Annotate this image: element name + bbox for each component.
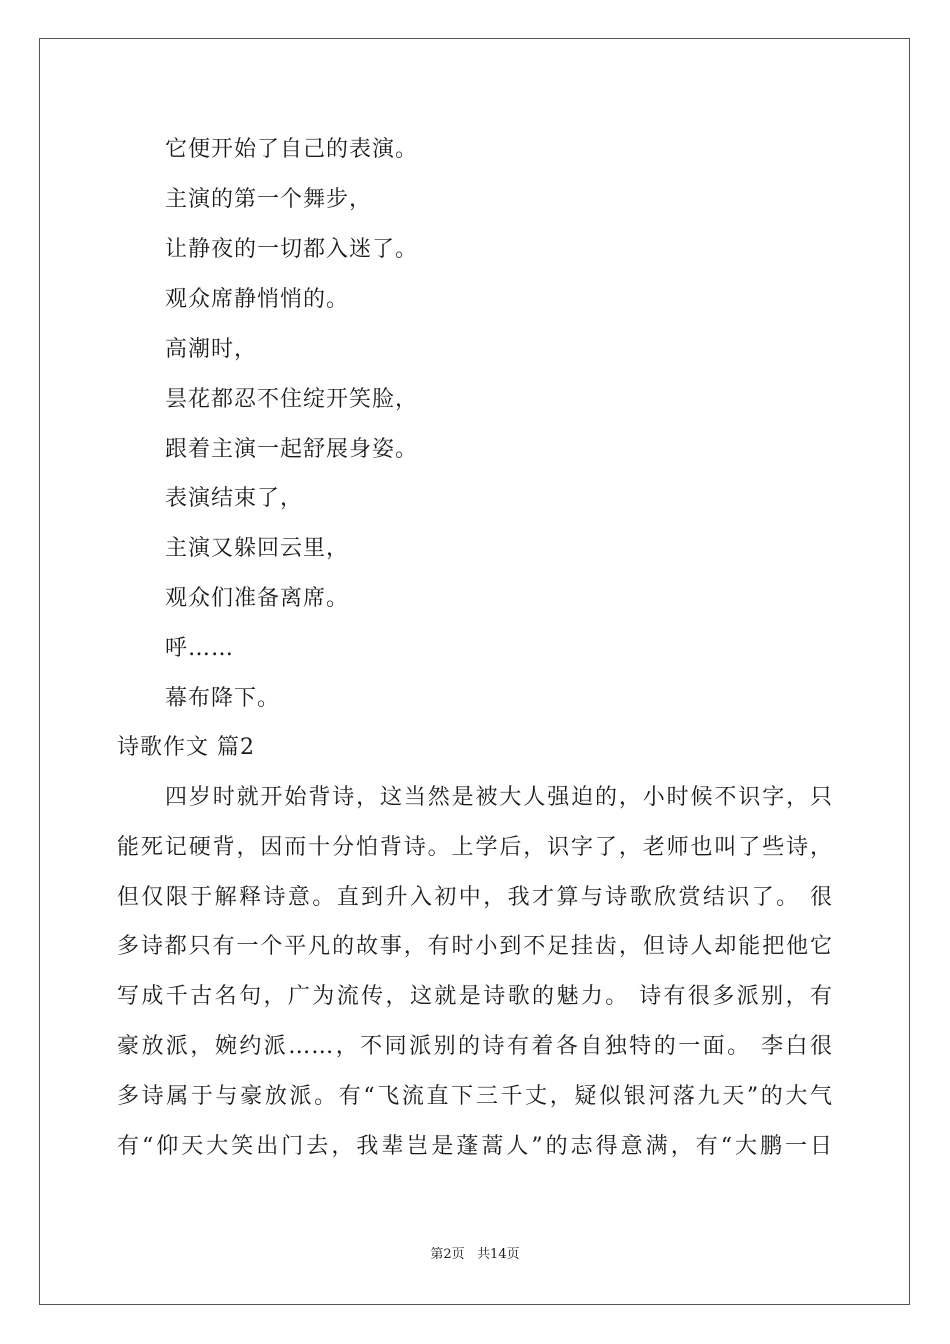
poem-line: 观众们准备离席。 <box>165 586 350 611</box>
page-border <box>39 38 910 1305</box>
poem-line: 高潮时， <box>165 337 258 362</box>
poem-line: 昙花都忍不住绽开笑脸， <box>165 387 419 412</box>
paragraph-line: 多诗都只有一个平凡的故事，有时小到不足挂齿，但诗人却能把他它 <box>117 934 833 959</box>
poem-line: 跟着主演一起舒展身姿。 <box>165 437 419 462</box>
poem-line: 主演的第一个舞步， <box>165 187 373 212</box>
paragraph-line: 能死记硬背，因而十分怕背诗。上学后，识字了，老师也叫了些诗， <box>117 835 833 860</box>
paragraph-line: 但仅限于解释诗意。直到升入初中，我才算与诗歌欣赏结识了。 很 <box>117 885 833 910</box>
poem-line: 让静夜的一切都入迷了。 <box>165 237 419 262</box>
poem-line: 表演结束了， <box>165 486 304 511</box>
poem-line: 呼…… <box>165 636 235 661</box>
poem-line: 它便开始了自己的表演。 <box>165 137 419 162</box>
poem-line: 幕布降下。 <box>165 686 281 711</box>
paragraph-line: 四岁时就开始背诗，这当然是被大人强迫的，小时候不识字，只 <box>165 785 833 810</box>
paragraph-line: 豪放派，婉约派……，不同派别的诗有着各自独特的一面。 李白很 <box>117 1034 833 1059</box>
page-number-footer: 第2页 共14页 <box>430 1247 520 1262</box>
paragraph-line: 有“仰天大笑出门去，我辈岂是蓬蒿人”的志得意满，有“大鹏一日 <box>117 1134 833 1159</box>
poem-line: 主演又躲回云里， <box>165 536 350 561</box>
section-heading: 诗歌作文 篇2 <box>117 735 255 760</box>
paragraph-line: 多诗属于与豪放派。有“飞流直下三千丈，疑似银河落九天”的大气 <box>117 1084 833 1109</box>
poem-line: 观众席静悄悄的。 <box>165 287 350 312</box>
paragraph-line: 写成千古名句，广为流传，这就是诗歌的魅力。 诗有很多派别，有 <box>117 984 833 1009</box>
